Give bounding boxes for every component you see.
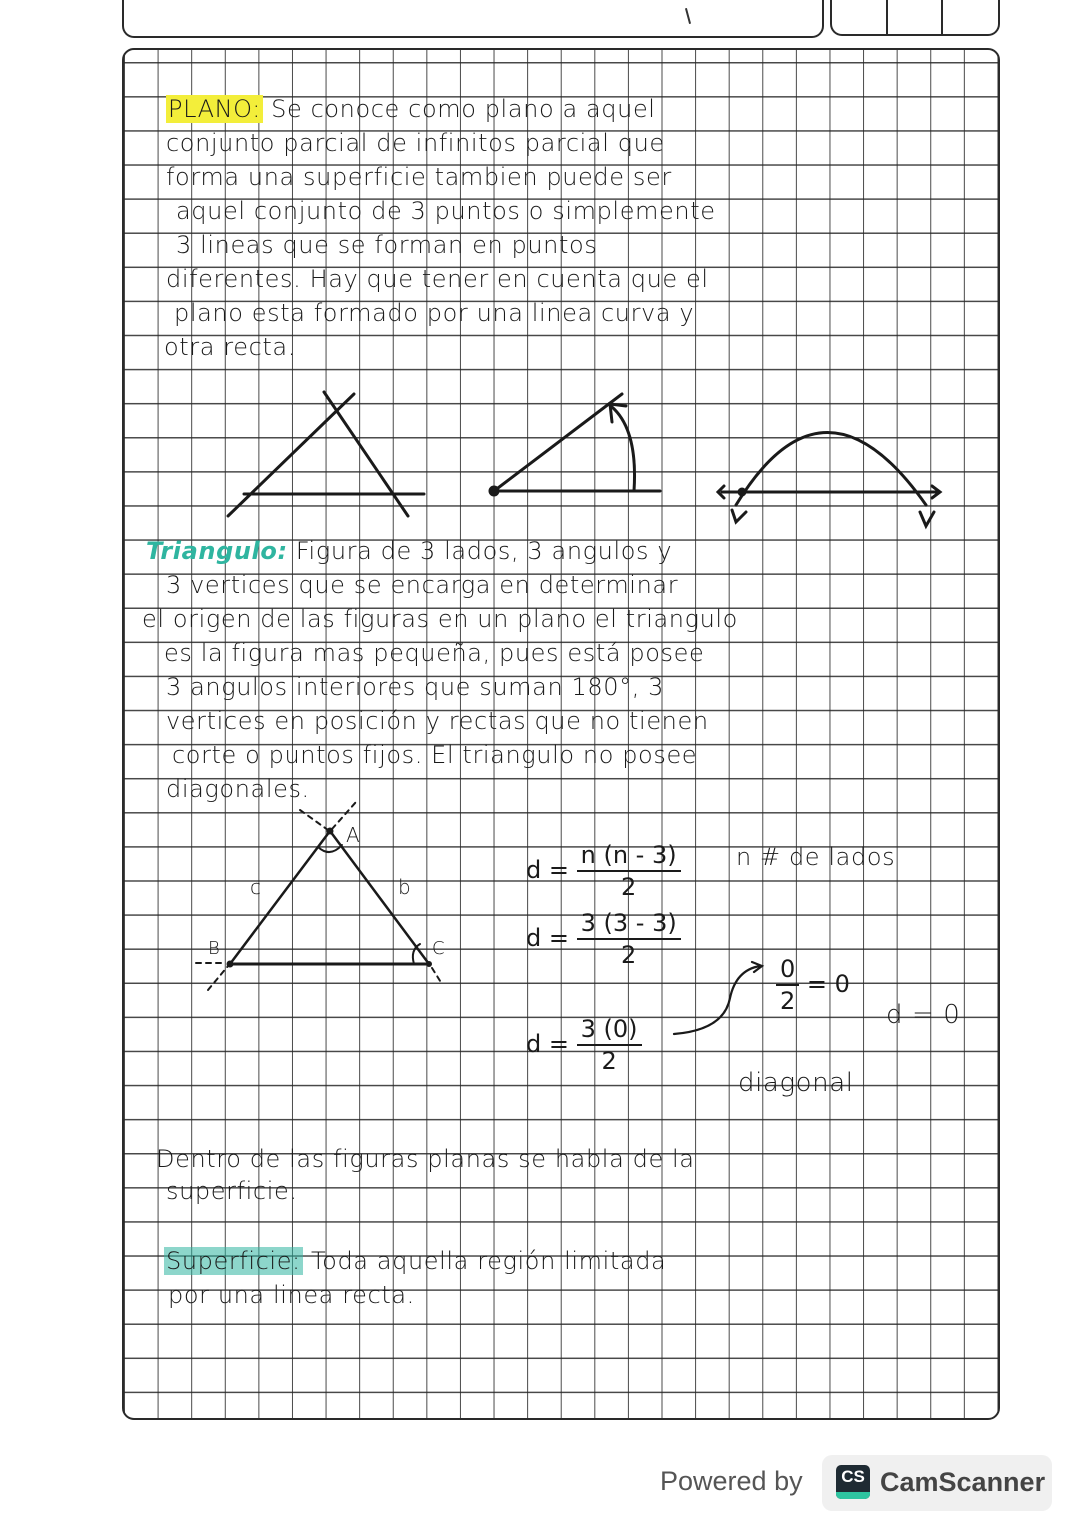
triangulo-line-8: diagonales.: [166, 775, 310, 803]
camscanner-badge: [822, 1455, 1052, 1511]
plano-term: PLANO:: [168, 95, 261, 123]
denominator: 2: [621, 941, 637, 969]
brand-name: CamScanner: [880, 1467, 1046, 1497]
formula-final: d = 0: [886, 1000, 961, 1030]
plano-line-5: 3 lineas que se forman en puntos: [176, 231, 598, 259]
formula-caption: diagonal: [738, 1068, 854, 1098]
numerator: n (n - 3): [577, 840, 681, 872]
formula-general: [526, 840, 681, 902]
triangulo-line-2: 3 vertices que se encarga en determinar: [166, 571, 679, 599]
formula-fraction: [577, 1014, 642, 1076]
superficie-text: Toda aquella región limitada: [310, 1247, 667, 1275]
formula-note: n # de lados: [736, 843, 896, 871]
denominator: 2: [780, 987, 796, 1015]
denominator: 2: [620, 873, 637, 901]
vertex-a-label: A: [346, 823, 361, 847]
triangulo-line-5: 3 angulos interiores que suman 180°, 3: [166, 673, 665, 701]
formula-lhs: d =: [526, 924, 569, 952]
numerator: 3 (0): [577, 1014, 642, 1046]
triangulo-line-7: corte o puntos fijos. El triangulo no posee: [172, 741, 698, 769]
plano-line-4: aquel conjunto de 3 puntos o simplemente: [176, 197, 716, 225]
logo-text: CS: [841, 1467, 865, 1486]
formula-fraction: [577, 840, 681, 902]
formula-result: [776, 954, 850, 1016]
logo-bar: [836, 1492, 870, 1499]
triangulo-line-4: es la figura mas pequeña, pues está posee: [164, 639, 705, 667]
formula-lhs: d =: [526, 1030, 569, 1058]
camscanner-logo-icon: [836, 1465, 870, 1499]
superficie-term: Superficie:: [166, 1247, 301, 1275]
date-box: [830, 0, 1000, 36]
numerator: 3 (3 - 3): [577, 908, 681, 940]
result-equals: = 0: [806, 970, 850, 998]
vertex-b-label: B: [208, 938, 221, 959]
side-b-label: b: [398, 875, 412, 899]
superficie-line-2: por una linea recta.: [168, 1281, 415, 1309]
date-box-divider: [941, 0, 943, 34]
date-box-divider: [886, 0, 888, 34]
formula-substitution-2: [526, 1014, 642, 1076]
triangulo-text: Figura de 3 lados, 3 angulos y: [295, 537, 673, 565]
side-c-label: c: [250, 875, 262, 899]
formula-lhs: d =: [526, 856, 569, 884]
plano-line-3: forma una superficie tambien puede ser: [166, 163, 672, 191]
numerator: 0: [776, 954, 799, 986]
triangulo-term: Triangulo:: [146, 537, 288, 565]
dentro-line-1: Dentro de las figuras planas se habla de la: [156, 1145, 695, 1173]
plano-line-7: plano esta formado por una linea curva y: [174, 299, 695, 327]
plano-line-6: diferentes. Hay que tener en cuenta que el: [166, 265, 709, 293]
dentro-line-2: superficie.: [166, 1177, 298, 1205]
powered-by-label: Powered by: [660, 1466, 803, 1496]
title-box: [122, 0, 824, 38]
formula-substitution-1: [526, 908, 681, 970]
plano-line-8: otra recta.: [164, 333, 296, 361]
plano-text: Se conoce como plano a aquel: [271, 95, 656, 123]
formula-fraction: [577, 908, 681, 970]
grid-page: [122, 48, 1000, 1420]
triangulo-line-3: el origen de las figuras en un plano el triangulo: [142, 605, 738, 633]
plano-line-2: conjunto parcial de infinitos parcial que: [166, 129, 665, 157]
triangulo-line-6: vertices en posición y rectas que no tienen: [166, 707, 709, 735]
formula-fraction: [776, 954, 799, 1016]
superficie-line-1: [164, 1244, 666, 1278]
denominator: 2: [601, 1047, 617, 1075]
vertex-c-label: C: [432, 938, 446, 959]
